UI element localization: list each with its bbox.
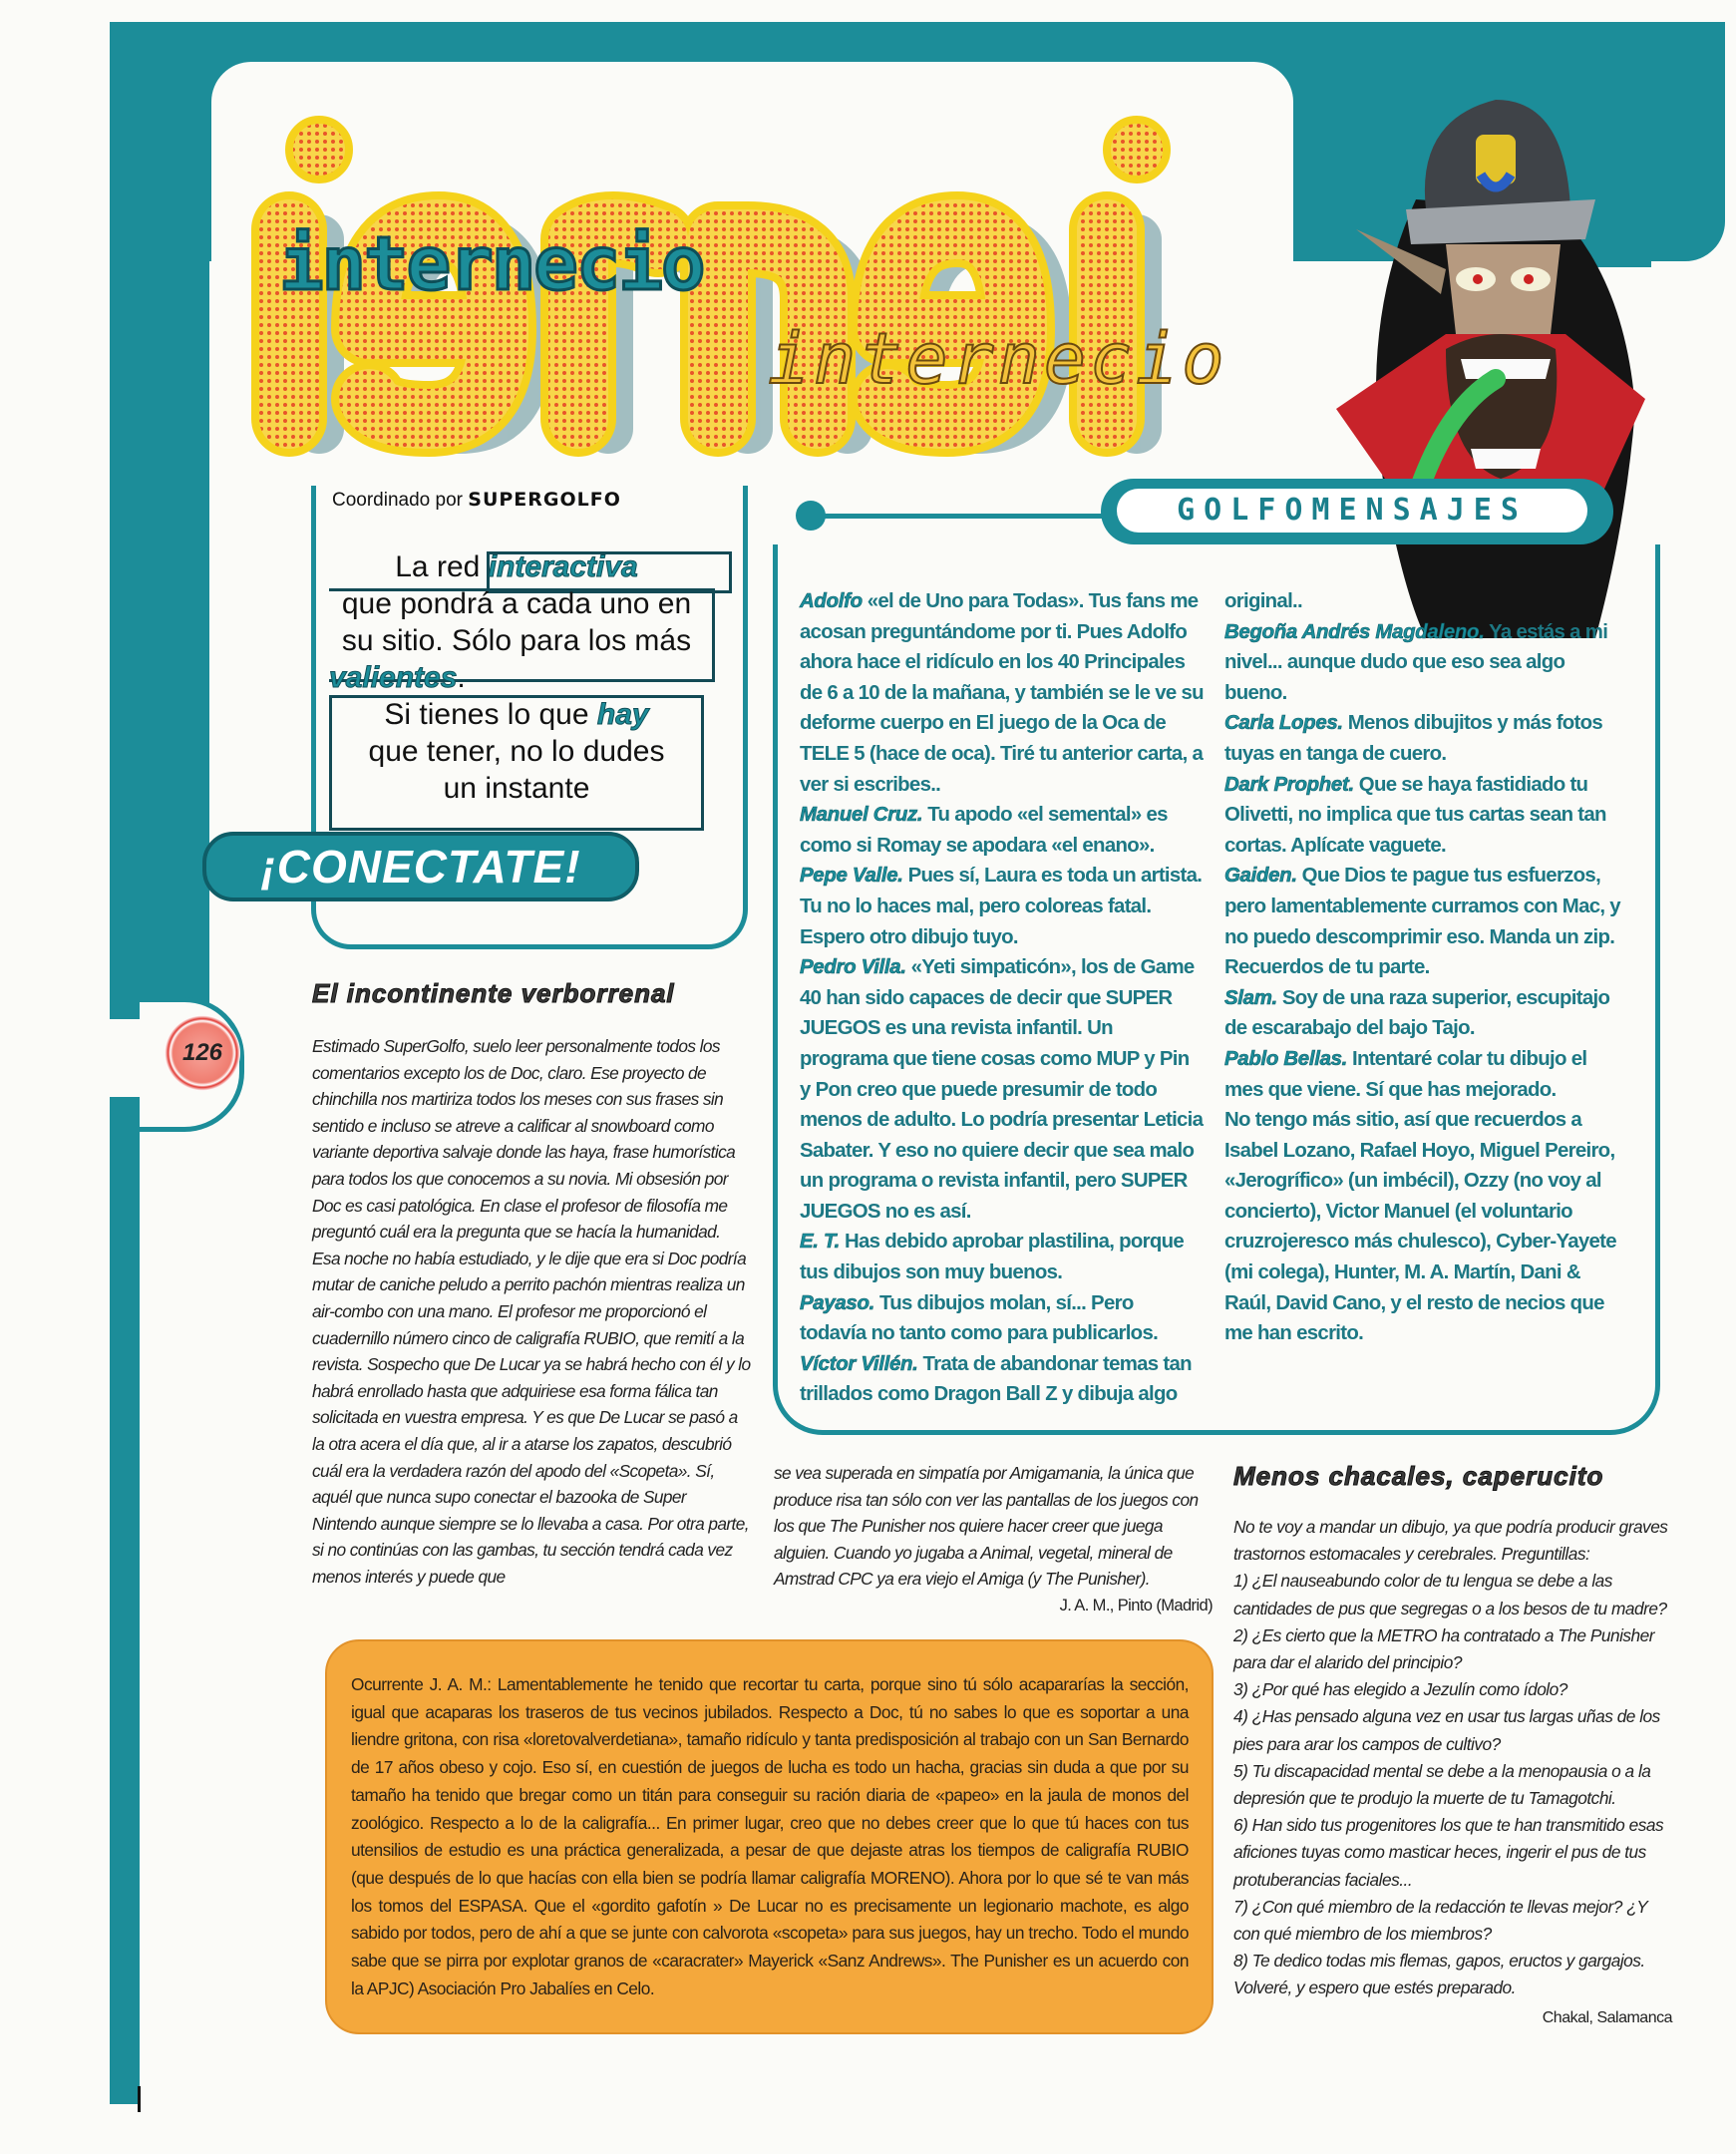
tagline-text: . — [457, 661, 466, 694]
left-frame-band-lower — [110, 1097, 140, 2104]
logo-word-internecio-italic: internecio — [768, 318, 1228, 400]
message-text: «el de Uno para Todas». Tus fans me acosan preguntándome por ti. Pues Adolfo ahora hace el ridículo en los 40 Principales de 6 a 10 de la mañana, y también se le ve su deforme cuerpo en El juego de la Oca de TELE 5 (hace de oca). Tiré tu anterior carta, a ver si escribes.. — [800, 590, 1204, 796]
tagline-text: La red — [395, 550, 481, 583]
message-text: Trata de abandonar temas tan trillados como Dragon Ball Z y dibuja algo original.. — [800, 590, 1302, 1406]
tagline-text: que tener, no lo dudes — [368, 735, 665, 768]
message-text: Intentaré colar tu dibujo el mes que viene. Sí que has mejorado. — [1224, 1047, 1587, 1101]
letter-question: 4) ¿Has pensado alguna vez en usar tus largas uñas de los pies para arar los campos de cultivo? — [1233, 1706, 1660, 1754]
message-item — [800, 800, 1205, 861]
letter-body-continued-block — [774, 1460, 1213, 1619]
golfomensajes-title: GOLFOMENSAJES — [1117, 489, 1587, 533]
letter-title: El incontinente verborrenal — [312, 978, 675, 1008]
letter-body: Estimado SuperGolfo, suelo leer personalmente todos los comentarios excepto los de Doc, claro. Ese proyecto de chinchilla nos martiriza todos los meses con sus frases sin sentido e incluso se atreve a calificar al snowboard como variante deportiva salvaje donde las haya, frase humorística para todos los que conocemos a su novia. Mi obsesión por Doc es casi patológica. En clase el profesor de filosofía me preguntó cuál era la pregunta que se hacía la humanidad. Esa noche no había estudiado, y le dije que era si Doc podría mutar de caniche peludo a perrito pachón mientras realiza un air-combo con una mano. El profesor me proporcionó el cuadernillo número cinco de caligrafía RUBIO, que remití a la revista. Sospecho que De Lucar ya se habrá hecho con él y lo habrá enrollado hasta que adquiriese esa forma fálica tan solicitada en vuestra empresa. Y es que De Lucar se pasó a la otra acera el día que, al ir a atarse los zapatos, descubrió cuál era la verdadera razón del apodo del «Scopeta». Sí, aquél que nunca supo conectar el bazooka de Super Nintendo aunque siempre se lo llevaba a casa. Por otra parte, si no continúas con las gambas, tu sección tendrá cada vez menos interés y puede que — [312, 1036, 751, 1587]
message-sender: Gaiden. — [1224, 865, 1297, 888]
coordinator-name: SUPERGOLFO — [468, 489, 621, 511]
conectate-banner: ¡CONECTATE! — [202, 832, 639, 901]
message-text: Ya estás a mi nivel... aunque dudo que eso sea algo bueno. — [1224, 620, 1608, 704]
message-item — [800, 586, 1205, 800]
tagline-text: un instante — [443, 772, 590, 805]
message-item — [800, 952, 1205, 1227]
letter-body — [1233, 1514, 1672, 2031]
tagline-highlight-valientes: valientes — [329, 661, 458, 694]
message-item — [1224, 708, 1629, 769]
tagline-text: que pondrá a cada uno en — [341, 587, 692, 620]
message-text: Soy de una raza superior, escupitajo de escarabajo del bajo Tajo. — [1224, 986, 1610, 1040]
message-item — [1224, 770, 1629, 862]
letter-signature: J. A. M., Pinto (Madrid) — [1059, 1596, 1213, 1615]
message-item — [1224, 861, 1629, 982]
tagline-text: Si tienes lo que — [384, 698, 589, 731]
message-sender: Dark Prophet. — [1224, 773, 1354, 796]
message-item — [800, 1227, 1205, 1287]
letter-question: 6) Han sido tus progenitores los que te han transmitido esas aficiones tuyas como masticar heces, ingerir el pus de tus protuberancias faciales... — [1233, 1815, 1664, 1890]
message-text: Tus dibujos molan, sí... Pero todavía no tanto como para publicarlos. — [800, 1291, 1159, 1345]
message-text: Tu apodo «el semental» es como si Romay se apodara «el enano». — [800, 804, 1168, 857]
message-sender: Pedro Villa. — [800, 956, 906, 979]
message-sender: Slam. — [1224, 986, 1277, 1009]
golfomensajes-connector-line — [808, 514, 1107, 519]
golfomensajes-list — [800, 586, 1629, 1410]
letter-question: 1) ¿El nauseabundo color de tu lengua se debe a las cantidades de pus que segregas o a los besos de tu madre? — [1233, 1571, 1667, 1618]
message-text: Menos dibujitos y más fotos tuyas en tanga de cuero. — [1224, 712, 1603, 765]
message-sender: Begoña Andrés Magdaleno. — [1224, 620, 1485, 643]
crop-mark — [138, 2086, 141, 2112]
page-number-badge: 126 — [165, 1015, 240, 1091]
tagline — [317, 548, 716, 807]
tagline-highlight-interactiva: interactiva — [488, 550, 638, 583]
message-text: Has debido aprobar plastilina, porque tus dibujos son muy buenos. — [800, 1231, 1185, 1284]
message-sender: Pepe Valle. — [800, 865, 903, 888]
coordinated-label: Coordinado por — [332, 490, 463, 511]
letter-signature: Chakal, Salamanca — [1542, 2008, 1672, 2026]
message-sender: E. T. — [800, 1231, 841, 1254]
message-sender: Pablo Bellas. — [1224, 1047, 1348, 1070]
message-text: «Yeti simpaticón», los de Game 40 han sido capaces de decir que SUPER JUEGOS es una revista infantil. Un programa que tiene cosas como MUP y Pin y Pon creo que puede presumir de todo menos de adulto. Lo podría presentar Leticia Sabater. Y eso no quiere decir que sea malo un programa o revista infantil, pero SUPER JUEGOS no es así. — [800, 956, 1204, 1223]
left-frame-band — [110, 22, 209, 1019]
reply-text: Ocurrente J. A. M.: Lamentablemente he tenido que recortar tu carta, porque sino tú sólo acapararías la sección, igual que acaparas los traseros de tus vecinos jubilados. Respecto a Doc, tú no sabes lo que es soportar a una liendre gritona, con risa «loretovalverdetiana», tamaño ridículo y tanta predisposición al trabajo con un San Bernardo de 17 años obeso y cojo. Eso sí, en cuestión de juegos de lucha es todo un hacha, gracias sin duda a que por su tamaño ha tenido que bregar como un titán para conseguir su ración diaria de «papeo» en la jaula de monos del zoológico. Respecto a lo de la caligrafía... En primer lugar, creo que no debes creer que lo que tú haces con tus utensilios de estudio es una práctica generalizada, a pesar de que dejaste atras los tiempos de caligrafía RUBIO (que después de lo que hacías con ella bien se podría llamar caligrafía MORENO). Ahora por lo que sé te van más los tomos del ESPASA. Que el «gordito gafotín » De Lucar no es precisamente un legionario machote, es algo sabido por todos, pero de ahí a que se junte con calvorota «scopeta» para sus juegos, hay un trecho. Todo el mundo sabe que se pirra por explotar granos de «caracrater» Mayerick «Sanz Andrews». The Punisher es un acuerdo con la APJC) Asociación Pro Jabalíes en Celo. — [351, 1674, 1189, 1998]
message-sender: Carla Lopes. — [1224, 712, 1343, 735]
message-item — [1224, 1044, 1629, 1105]
message-text: Que se haya fastidiado tu Olivetti, no implica que tus cartas sean tan cortas. Aplícate vaguete. — [1224, 773, 1606, 857]
message-sender: Payaso. — [800, 1291, 874, 1314]
message-item — [1224, 983, 1629, 1044]
coordinated-by — [332, 489, 621, 512]
letter-question: 7) ¿Con qué miembro de la redacción te llevas mejor? ¿Y con qué miembro de los miembros? — [1233, 1896, 1647, 1945]
message-sender: Adolfo — [800, 590, 863, 612]
letter-question: 2) ¿Es cierto que la METRO ha contratado a The Punisher para dar el alarido del principio? — [1233, 1624, 1655, 1673]
message-sender: Víctor Villén. — [800, 1352, 918, 1375]
message-item — [1224, 617, 1629, 709]
message-item — [800, 1288, 1205, 1349]
message-closing: No tengo más sitio, así que recuerdos a Isabel Lozano, Rafael Hoyo, Miguel Pereiro, «Jerogrífico» (un imbécil), Ozzy (no voy al concierto), Victor Manuel (el voluntario cruzrojeresco más chulesco), Cyber-Yayete (mi colega), Hunter, M. A. Martín, Dani & Raúl, David Cano, y el resto de necios que me han escrito. — [1224, 1109, 1616, 1345]
tagline-highlight-hay: hay — [596, 698, 649, 731]
letter-title: Menos chacales, caperucito — [1233, 1461, 1604, 1491]
section-logo — [249, 90, 1246, 469]
message-text: Pues sí, Laura es toda un artista. Tu no lo haces mal, pero coloreas fatal. Espero otro dibujo tuyo. — [800, 865, 1203, 948]
letter-question: 5) Tu discapacidad mental se debe a la menopausia o a la depresión que te produjo la muerte de tu Tamagotchi. — [1233, 1760, 1651, 1809]
tagline-text: su sitio. Sólo para los más — [341, 624, 692, 657]
letter-body-continued: se vea superada en simpatía por Amigamania, la única que produce risa tan sólo con ver las pantallas de los juegos con los que The Punisher nos quiere hacer creer que juega alguien. Cuando yo jugaba a Animal, vegetal, mineral de Amstrad CPC ya era viejo el Amiga (y The Punisher). — [774, 1463, 1199, 1590]
letter-intro: No te voy a mandar un dibujo, ya que podría producir graves trastornos estomacales y cerebrales. Preguntillas: — [1233, 1517, 1668, 1565]
message-text: Que Dios te pague tus esfuerzos, pero lamentablemente curramos con Mac, y no puedo descomprimir eso. Manda un zip. Recuerdos de tu parte. — [1224, 865, 1620, 979]
message-sender: Manuel Cruz. — [800, 804, 923, 827]
letter-question: 8) Te dedico todas mis flemas, gapos, eructos y gargajos. Volveré, y espero que estés preparado. — [1233, 1951, 1645, 1998]
message-item — [800, 861, 1205, 952]
logo-word-internecio: internecio — [279, 221, 704, 307]
letter-question: 3) ¿Por qué has elegido a Jezulín como ídolo? — [1233, 1679, 1567, 1700]
golfomensajes-connector-dot — [796, 501, 826, 531]
